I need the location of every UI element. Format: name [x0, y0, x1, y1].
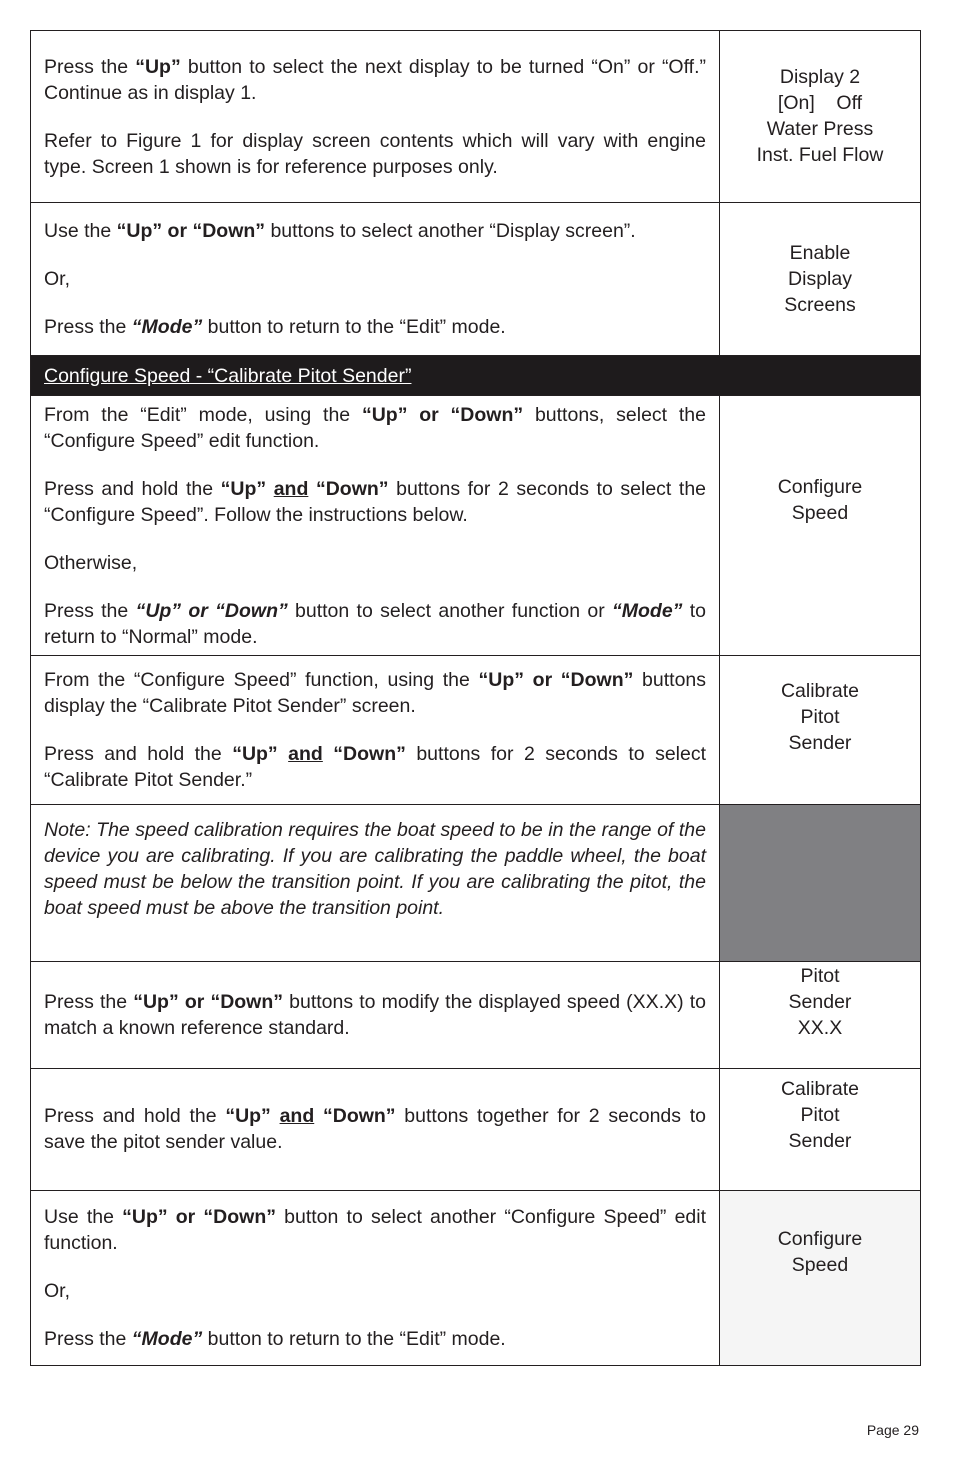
text-run: “Up” or “Down”: [122, 1206, 276, 1228]
instruction-paragraph: [44, 266, 706, 292]
display-line: [On] Off: [777, 92, 863, 114]
text-run: button to return to the “Edit” mode.: [202, 316, 506, 338]
text-run: buttons to select another “Display screen”.: [265, 220, 636, 242]
table-row: [31, 395, 920, 655]
text-run: button to select another “Configure Speed” edit function.: [44, 1206, 707, 1254]
display-cell: [720, 1191, 920, 1365]
display-line: Screens: [784, 294, 856, 316]
text-run: [278, 743, 288, 765]
display-line: Water Press: [766, 118, 874, 140]
display-cell: [720, 203, 920, 355]
instruction-paragraph: [44, 741, 706, 793]
text-run: Refer to Figure 1 for display screen contents which will vary with engine type. Screen 1 shown is for reference purposes only.: [44, 130, 706, 178]
instruction-cell: [31, 1069, 720, 1190]
text-run: and: [288, 743, 323, 765]
text-run: “Up”: [232, 743, 278, 765]
section-title: Configure Speed - “Calibrate Pitot Sender”: [44, 365, 412, 387]
text-run: “Up” or “Down”: [361, 404, 524, 426]
instruction-paragraph: [44, 54, 706, 106]
instruction-cell: [31, 656, 720, 804]
text-run: “Up”: [225, 1105, 271, 1127]
text-run: Press the: [44, 991, 134, 1013]
display-line: Sender: [788, 1130, 852, 1152]
table-row: [31, 961, 920, 1068]
instruction-cell: [31, 203, 720, 355]
display-line: Display: [788, 268, 852, 290]
text-run: Press the: [44, 56, 136, 78]
text-run: Use the: [44, 1206, 123, 1228]
display-line: Enable: [789, 242, 851, 264]
text-run: “Down”: [333, 743, 406, 765]
table-row: [31, 1068, 920, 1190]
display-line: Configure: [777, 476, 863, 498]
instruction-paragraph: [44, 1204, 706, 1256]
instruction-paragraph: [44, 1326, 706, 1352]
text-run: Or,: [44, 268, 71, 290]
section-header: [31, 355, 920, 395]
text-run: Note: The speed calibration requires the boat speed to be in the range of the device you are calibrating. If you are calibrating the paddle wheel, the boat speed must be below the transition point. If you are calibrating the pitot, the boat speed must be above the transition point.: [44, 819, 706, 919]
gray-filler-cell: [720, 805, 920, 961]
text-run: [266, 478, 274, 500]
display-cell: [720, 656, 920, 804]
display-line: Pitot: [800, 706, 840, 728]
instruction-paragraph: [44, 476, 706, 528]
display-line: Calibrate: [780, 1078, 860, 1100]
text-run: Use the: [44, 220, 117, 242]
display-line: Sender: [788, 991, 852, 1013]
text-run: Press and hold the: [44, 478, 221, 500]
display-line: XX.X: [797, 1017, 843, 1039]
instruction-paragraph: [44, 402, 706, 454]
instruction-paragraph: [44, 1103, 706, 1155]
instruction-paragraph: [44, 667, 706, 719]
page-number: Page 29: [866, 1422, 919, 1438]
text-run: “Up” or “Down”: [116, 220, 266, 242]
text-run: Press and hold the: [44, 743, 233, 765]
instruction-paragraph: [44, 817, 706, 921]
text-run: [314, 1105, 323, 1127]
instruction-paragraph: [44, 1278, 706, 1304]
text-run: “Down”: [315, 478, 389, 500]
text-run: and: [273, 478, 309, 500]
display-line: Pitot: [800, 1104, 840, 1126]
text-run: “Up” or “Down”: [135, 600, 288, 622]
table-row: [31, 804, 920, 961]
display-cell: [720, 962, 920, 1068]
table-row: [31, 1190, 920, 1365]
display-line: Configure: [777, 1228, 863, 1250]
instruction-paragraph: [44, 598, 706, 650]
instruction-cell: [31, 31, 720, 202]
text-run: “Up” or “Down”: [133, 991, 284, 1013]
text-run: “Up”: [135, 56, 181, 78]
display-line: Speed: [791, 502, 849, 524]
text-run: button to select the next display to be turned “On” or “Off.” Continue as in display 1.: [44, 56, 706, 104]
text-run: buttons for 2 seconds to select the “Configure Speed”. Follow the instructions below.: [44, 478, 707, 526]
text-run: buttons for 2 seconds to select “Calibrate Pitot Sender.”: [44, 743, 707, 791]
table-row: [31, 31, 920, 202]
instruction-paragraph: [44, 989, 706, 1041]
note-cell: [31, 805, 720, 961]
text-run: buttons to modify the displayed speed (XX.X) to match a known reference standard.: [44, 991, 706, 1039]
text-run: “Down”: [322, 1105, 396, 1127]
display-cell: [720, 1069, 920, 1190]
display-cell: [720, 396, 920, 655]
instruction-cell: [31, 396, 720, 655]
text-run: button to select another function or: [287, 600, 613, 622]
text-run: Press and hold the: [44, 1105, 226, 1127]
table-row: [31, 202, 920, 355]
text-run: Press the: [44, 600, 136, 622]
text-run: [323, 743, 333, 765]
instruction-table: [30, 30, 921, 1366]
instruction-paragraph: [44, 128, 706, 180]
instruction-paragraph: [44, 218, 706, 244]
display-line: Speed: [791, 1254, 849, 1276]
instruction-paragraph: [44, 550, 706, 576]
text-run: to return to “Normal” mode.: [44, 600, 706, 648]
text-run: buttons, select the “Configure Speed” edit function.: [44, 404, 706, 452]
text-run: Otherwise,: [44, 552, 138, 574]
text-run: “Mode”: [131, 1328, 203, 1350]
display-line: Calibrate: [780, 680, 860, 702]
text-run: buttons together for 2 seconds to save the pitot sender value.: [44, 1105, 707, 1153]
text-run: Press the: [44, 1328, 132, 1350]
display-line: Inst. Fuel Flow: [756, 144, 884, 166]
text-run: [308, 478, 316, 500]
text-run: Or,: [44, 1280, 71, 1302]
text-run: [271, 1105, 280, 1127]
table-row: [31, 655, 920, 804]
text-run: From the “Edit” mode, using the: [44, 404, 362, 426]
text-run: and: [279, 1105, 315, 1127]
display-cell: [720, 31, 920, 202]
text-run: Press the: [44, 316, 132, 338]
text-run: “Mode”: [131, 316, 203, 338]
display-line: Display 2: [779, 66, 861, 88]
text-run: From the “Configure Speed” function, using the: [44, 669, 479, 691]
text-run: “Up” or “Down”: [478, 669, 634, 691]
display-line: Sender: [788, 732, 852, 754]
instruction-cell: [31, 962, 720, 1068]
text-run: buttons display the “Calibrate Pitot Sender” screen.: [44, 669, 707, 717]
instruction-cell: [31, 1191, 720, 1365]
instruction-paragraph: [44, 314, 706, 340]
text-run: “Mode”: [612, 600, 683, 622]
text-run: “Up”: [220, 478, 267, 500]
display-line: Pitot: [800, 965, 840, 987]
text-run: button to return to the “Edit” mode.: [202, 1328, 506, 1350]
